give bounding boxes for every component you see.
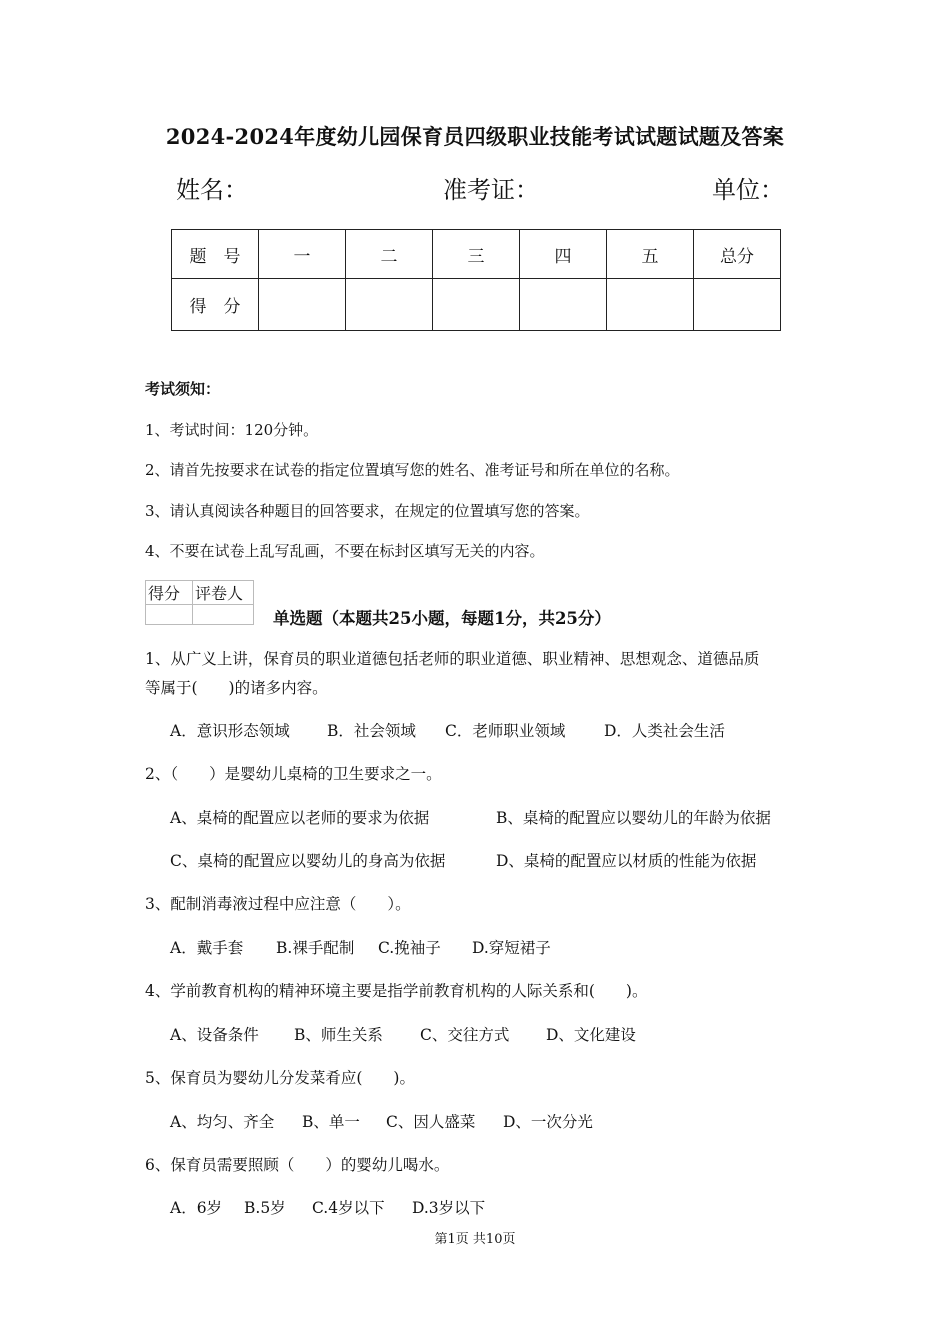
option-d: D．人类社会生活	[604, 722, 725, 740]
option-a: A、设备条件	[170, 1026, 259, 1044]
score-table-cell: 题 号	[172, 230, 259, 279]
question-stem: 5、保育员为婴幼儿分发菜肴应( )。	[145, 1069, 415, 1087]
score-entry-cell[interactable]	[346, 279, 433, 331]
option-b: B、师生关系	[294, 1026, 383, 1044]
score-entry-cell[interactable]	[259, 279, 346, 331]
notice-item: 1、考试时间：120分钟。	[145, 421, 319, 439]
question-stem: 6、保育员需要照顾（ ）的婴幼儿喝水。	[145, 1156, 450, 1174]
score-table-cell: 得 分	[172, 279, 259, 331]
option-d: D、桌椅的配置应以材质的性能为依据	[496, 852, 757, 870]
score-entry-cell[interactable]	[694, 279, 781, 331]
score-table-cell: 四	[520, 230, 607, 279]
score-table-cell: 五	[607, 230, 694, 279]
option-c: C.挽袖子	[378, 939, 441, 957]
option-b: B．社会领域	[327, 722, 416, 740]
option-b: B、桌椅的配置应以婴幼儿的年龄为依据	[496, 809, 771, 827]
notice-item: 3、请认真阅读各种题目的回答要求，在规定的位置填写您的答案。	[145, 502, 590, 520]
question-stem: 等属于( )的诸多内容。	[145, 679, 328, 697]
page-title: 2024-2024年度幼儿园保育员四级职业技能考试试题试题及答案	[165, 124, 785, 149]
option-c: C、桌椅的配置应以婴幼儿的身高为依据	[170, 852, 446, 870]
grader-box	[145, 580, 254, 625]
option-c: C、因人盛菜	[386, 1113, 476, 1131]
option-a: A．意识形态领域	[170, 722, 290, 740]
grader-box-score-label: 得分	[146, 581, 193, 605]
notice-item: 2、请首先按要求在试卷的指定位置填写您的姓名、准考证号和所在单位的名称。	[145, 461, 680, 479]
option-b: B.裸手配制	[276, 939, 355, 957]
option-c: C．老师职业领域	[445, 722, 566, 740]
name-field-label: 姓名：	[176, 176, 248, 204]
option-b: B.5岁	[244, 1199, 286, 1217]
score-entry-cell[interactable]	[607, 279, 694, 331]
question-stem: 3、配制消毒液过程中应注意（ ）。	[145, 895, 411, 913]
option-b: B、单一	[302, 1113, 360, 1131]
score-table-cell: 二	[346, 230, 433, 279]
option-a: A、桌椅的配置应以老师的要求为依据	[170, 809, 430, 827]
grader-box-grader-label: 评卷人	[193, 581, 254, 605]
page-footer: 第1页 共10页	[434, 1232, 516, 1247]
option-a: A．戴手套	[170, 939, 244, 957]
option-d: D、一次分光	[503, 1113, 593, 1131]
grader-box-grader-cell[interactable]	[193, 605, 254, 625]
option-d: D.3岁以下	[412, 1199, 486, 1217]
option-c: C.4岁以下	[312, 1199, 385, 1217]
option-d: D.穿短裙子	[472, 939, 551, 957]
option-c: C、交往方式	[420, 1026, 510, 1044]
notice-item: 4、不要在试卷上乱写乱画，不要在标封区填写无关的内容。	[145, 542, 545, 560]
option-a: A、均匀、齐全	[170, 1113, 275, 1131]
exam-id-field-label: 准考证：	[443, 176, 539, 204]
notice-heading: 考试须知：	[145, 380, 221, 398]
score-table	[171, 229, 781, 331]
score-entry-cell[interactable]	[520, 279, 607, 331]
option-d: D、文化建设	[546, 1026, 636, 1044]
grader-box-score-cell[interactable]	[146, 605, 193, 625]
question-stem: 2、（ ）是婴幼儿桌椅的卫生要求之一。	[145, 765, 442, 783]
section-title: 单选题（本题共25小题，每题1分，共25分）	[273, 609, 611, 628]
unit-field-label: 单位：	[712, 176, 784, 204]
score-table-cell: 三	[433, 230, 520, 279]
score-table-cell: 一	[259, 230, 346, 279]
score-entry-cell[interactable]	[433, 279, 520, 331]
question-stem: 1、从广义上讲，保育员的职业道德包括老师的职业道德、职业精神、思想观念、道德品质	[145, 650, 760, 668]
score-table-score-row	[172, 279, 781, 331]
score-table-header-row	[172, 230, 781, 279]
question-stem: 4、学前教育机构的精神环境主要是指学前教育机构的人际关系和( )。	[145, 982, 648, 1000]
score-table-cell: 总分	[694, 230, 781, 279]
option-a: A．6岁	[170, 1199, 223, 1217]
